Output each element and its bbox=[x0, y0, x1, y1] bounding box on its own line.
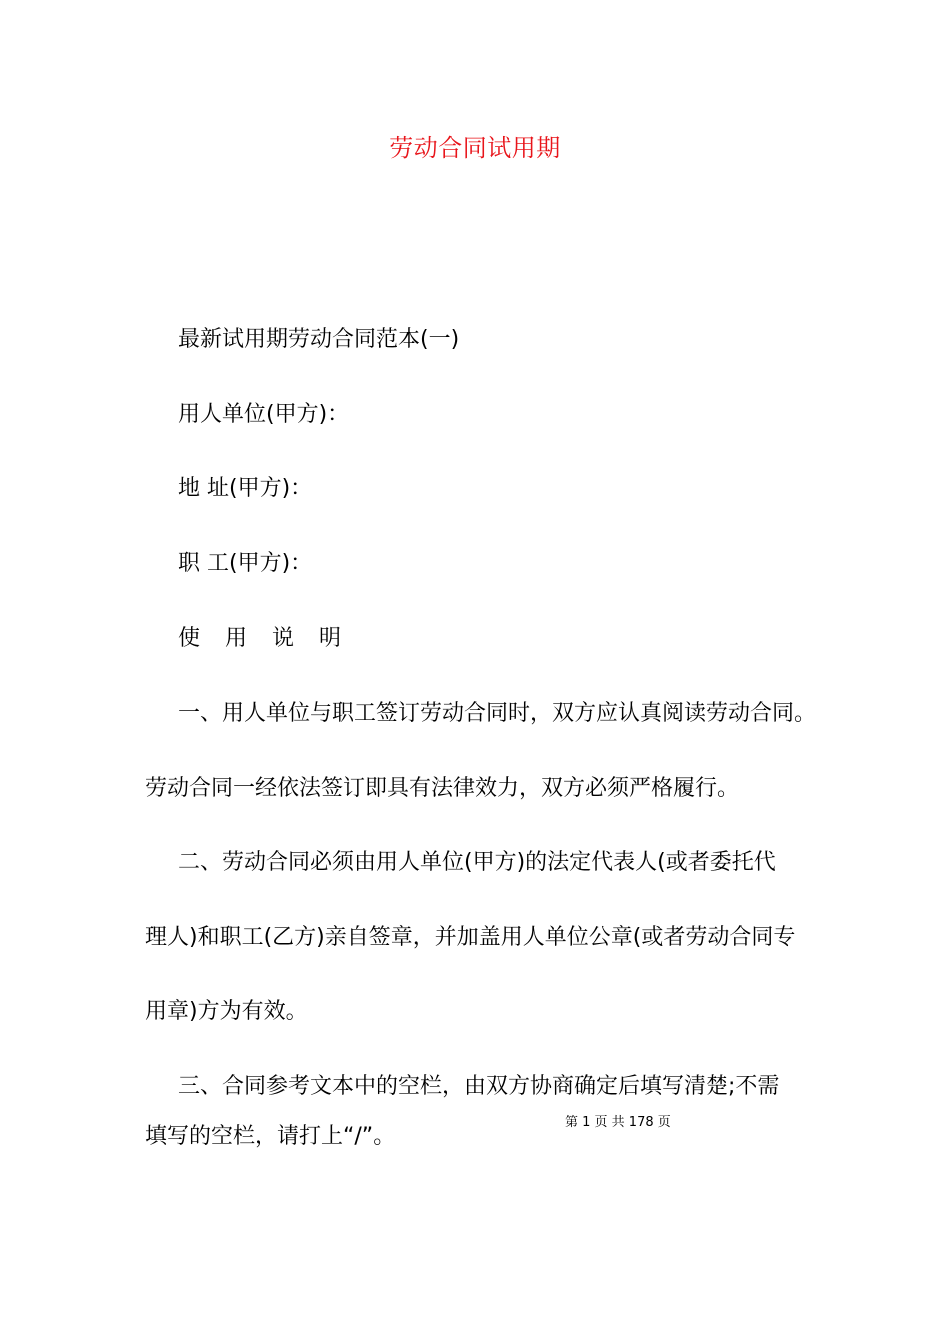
employer-field-label: 用人单位(甲方)： bbox=[178, 402, 350, 427]
address-field-label: 地 址(甲方)： bbox=[178, 476, 313, 501]
paragraph-line: 填写的空栏，请打上“/”。 bbox=[145, 1124, 396, 1149]
document-title: 劳动合同试用期 bbox=[389, 134, 561, 162]
paragraph-line: 劳动合同一经依法签订即具有法律效力，双方必须严格履行。 bbox=[145, 776, 740, 801]
employee-field-label: 职 工(甲方)： bbox=[178, 551, 313, 576]
paragraph-line: 一、用人单位与职工签订劳动合同时，双方应认真阅读劳动合同。 bbox=[178, 701, 817, 726]
paragraph-line: 理人)和职工(乙方)亲自签章，并加盖用人单位公章(或者劳动合同专 bbox=[145, 925, 796, 950]
contract-heading: 最新试用期劳动合同范本(一) bbox=[178, 327, 460, 352]
page-number-footer: 第 1 页 共 178 页 bbox=[565, 1115, 671, 1130]
paragraph-line: 用章)方为有效。 bbox=[145, 999, 308, 1024]
paragraph-line: 二、劳动合同必须由用人单位(甲方)的法定代表人(或者委托代 bbox=[178, 850, 776, 875]
usage-instructions-heading: 使 用 说 明 bbox=[178, 626, 350, 651]
paragraph-line: 三、合同参考文本中的空栏，由双方协商确定后填写清楚;不需 bbox=[178, 1074, 780, 1099]
